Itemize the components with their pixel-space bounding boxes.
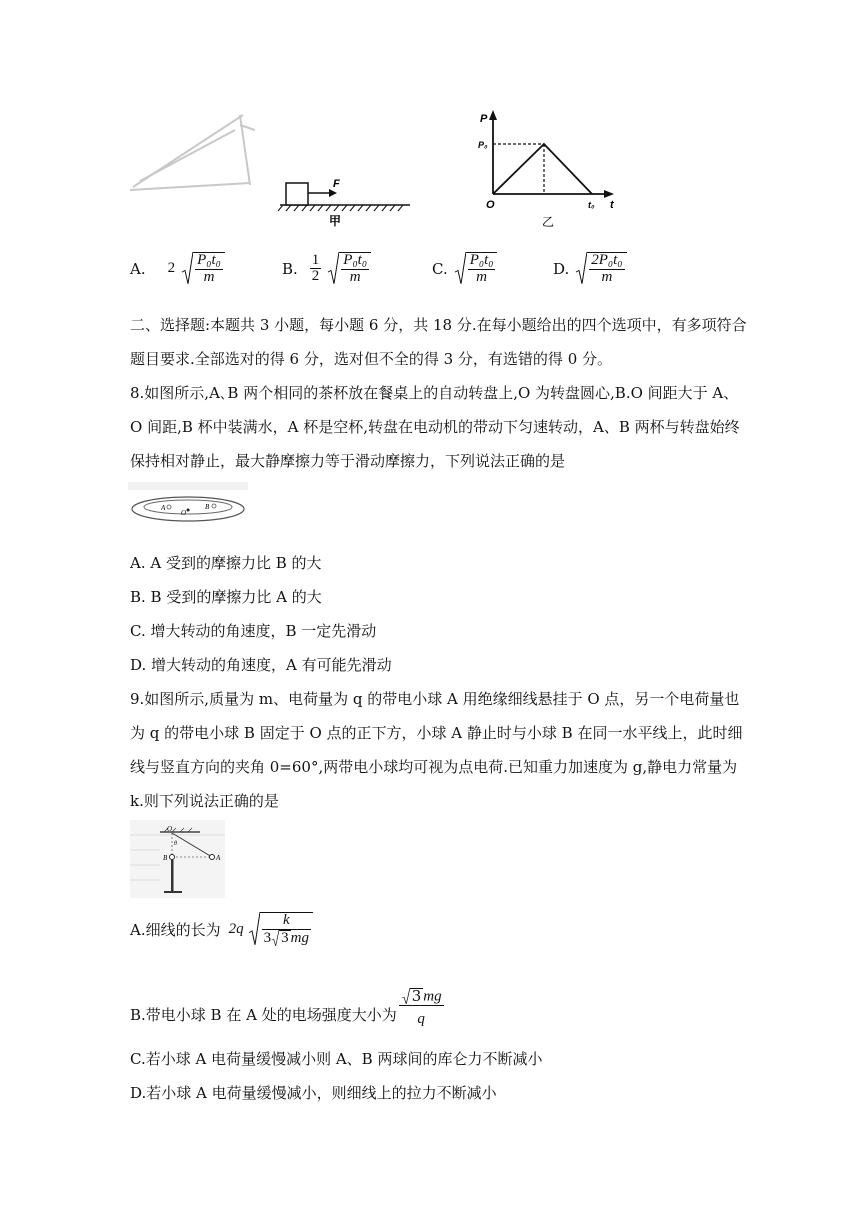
q9-option-a-text: A.细线的长为 <box>130 920 221 939</box>
option-a-coef: 2 <box>167 260 176 277</box>
q9-option-d[interactable]: D.若小球 A 电荷量缓慢减小，则细线上的拉力不断减小 <box>130 1084 497 1102</box>
q9-option-a-den-rad: 3 <box>281 929 289 946</box>
q9-option-a-den-post: mg <box>290 929 309 946</box>
option-c-label: C. <box>432 259 448 278</box>
option-b-label: B. <box>282 259 298 278</box>
q9-option-b-rad: 3 <box>411 987 422 1005</box>
q8-option-b[interactable]: B. B 受到的摩擦力比 A 的大 <box>130 588 322 606</box>
q7-option-c[interactable] <box>432 252 497 286</box>
q9-option-b-num-post: mg <box>423 988 442 1005</box>
option-d-label: D. <box>553 259 570 278</box>
section2-line1: 二、选择题:本题共 3 小题，每小题 6 分，共 18 分.在每小题给出的四个选项中，有多项符合 <box>130 316 747 334</box>
option-a-num: P₀t₀ <box>197 252 221 268</box>
q9-option-c[interactable]: C.若小球 A 电荷量缓慢减小则 A、B 两球间的库仑力不断减小 <box>130 1050 543 1068</box>
q9-option-a-coef: 2q <box>228 920 244 937</box>
option-c-num: P₀t₀ <box>469 252 494 268</box>
option-b-coef-den: 2 <box>311 268 320 285</box>
q9-option-a-num: k <box>282 912 290 928</box>
option-b-den: m <box>341 269 369 286</box>
figure-yi <box>478 108 628 228</box>
option-a-sqrt <box>181 252 225 286</box>
figure-jia-label: 甲 <box>329 214 342 228</box>
option-b-num: P₀t₀ <box>343 252 368 268</box>
option-a-den: m <box>195 269 223 286</box>
force-label: F <box>333 178 340 190</box>
q9-option-a-sqrt <box>248 912 313 947</box>
option-c-sqrt <box>454 252 498 286</box>
fig8-o-label: O <box>181 509 187 517</box>
q8-stem-line3: 保持相对静止，最大静摩擦力等于滑动摩擦力，下列说法正确的是 <box>130 452 566 470</box>
axis-t-label: t <box>610 199 614 211</box>
fig8-b-label: B <box>205 503 210 511</box>
figure-yi-label: 乙 <box>542 215 555 228</box>
q8-option-a[interactable]: A. A 受到的摩擦力比 B 的大 <box>130 554 322 572</box>
origin-label: O <box>486 199 495 211</box>
option-a-label: A. <box>130 259 146 278</box>
q8-stem-line1: 8.如图所示,A､B 两个相同的茶杯放在餐桌上的自动转盘上,O 为转盘圆心,B.O 间距大于 A、 <box>130 384 739 402</box>
q9-option-a[interactable] <box>130 912 313 947</box>
fig9-a-label: A <box>216 854 221 862</box>
q8-stem-line2: O 间距,B 杯中装满水，A 杯是空杯,转盘在电动机的带动下匀速转动，A、B 两杯与转盘始终 <box>130 418 740 436</box>
option-d-den: m <box>589 269 624 286</box>
q8-option-c[interactable]: C. 增大转动的角速度，B 一定先滑动 <box>130 622 377 640</box>
option-d-sqrt <box>575 252 626 286</box>
option-b-sqrt <box>327 252 371 286</box>
q9-option-b-den: q <box>399 1005 444 1028</box>
q9-option-b-text: B.带电小球 B 在 A 处的电场强度大小为 <box>130 1006 397 1025</box>
q9-option-b[interactable] <box>130 988 444 1028</box>
fig9-b-label: B <box>163 854 168 862</box>
q7-option-b[interactable] <box>282 252 371 286</box>
q9-option-a-den-pre: 3 <box>263 929 272 946</box>
q9-stem-line3: 线与竖直方向的夹角 0=60°,两带电小球均可视为点电荷.已知重力加速度为 g,静电力常量为 <box>130 758 738 776</box>
q9-stem-line4: k.则下列说法正确的是 <box>130 792 279 810</box>
q7-option-a[interactable] <box>130 252 225 286</box>
option-b-coef-num: 1 <box>311 251 320 268</box>
fig9-o-label: O <box>167 825 173 833</box>
option-d-num: 2P₀t₀ <box>591 252 623 268</box>
q9-stem-line2: 为 q 的带电小球 B 固定于 O 点的正下方，小球 A 静止时与小球 B 在同一水平线上，此时细 <box>130 724 743 742</box>
t0-label: t₀ <box>588 200 595 210</box>
q8-option-d[interactable]: D. 增大转动的角速度，A 有可能先滑动 <box>130 656 392 674</box>
figure-jia <box>125 95 425 230</box>
figure-turntable <box>128 482 248 524</box>
section2-line2: 题目要求.全部选对的得 6 分，选对但不全的得 3 分，有选错的得 0 分。 <box>130 350 613 368</box>
option-c-den: m <box>468 269 496 286</box>
fig8-a-label: A <box>161 504 166 512</box>
q7-option-d[interactable] <box>553 252 627 286</box>
p0-label: P₀ <box>478 140 488 150</box>
fig9-theta-label: θ <box>174 841 177 847</box>
q9-stem-line1: 9.如图所示,质量为 m、电荷量为 q 的带电小球 A 用绝缘细线悬挂于 O 点，另一个电荷量也 <box>130 690 740 708</box>
axis-p-label: P <box>480 113 488 125</box>
figure-pendulum <box>130 820 225 898</box>
